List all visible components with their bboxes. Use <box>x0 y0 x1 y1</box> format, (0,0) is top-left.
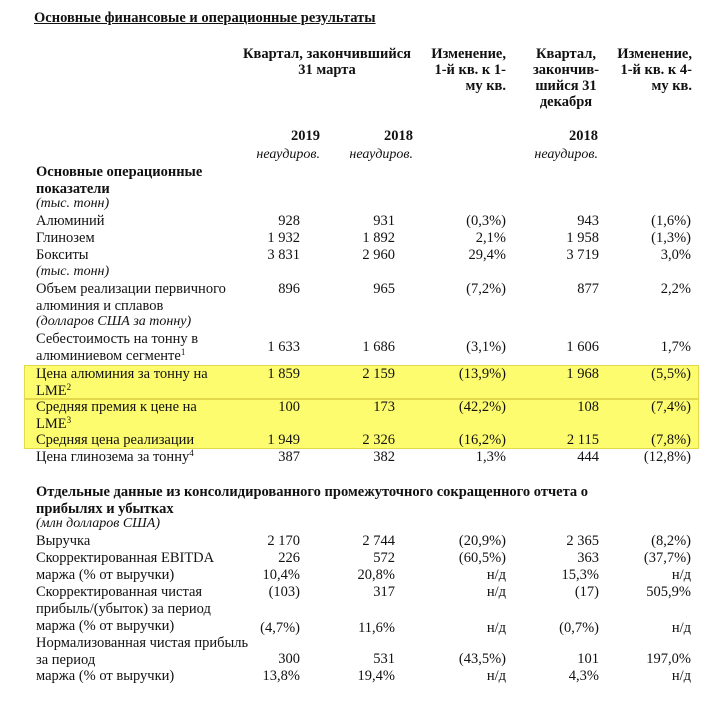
cell-value: 2 159 <box>362 366 395 382</box>
cell-value: 300 <box>278 651 300 667</box>
cell-value: н/д <box>671 567 691 583</box>
cell-value: 108 <box>577 399 599 415</box>
cell-value: (20,9%) <box>458 533 506 549</box>
row-label <box>36 213 261 230</box>
row-label-text: Скорректированная EBITDA <box>36 550 215 566</box>
row-label <box>36 247 261 264</box>
row-label-text: Средняя цена реализации <box>36 432 195 448</box>
cell-value: 1 968 <box>566 366 599 382</box>
cell-value: 1 949 <box>267 432 300 448</box>
cell-value: 505,9% <box>646 584 691 600</box>
row-label <box>36 618 261 635</box>
cell-value: н/д <box>486 668 506 684</box>
cell-value: (3,1%) <box>466 339 506 355</box>
year-2018-march: 2018 <box>384 128 413 144</box>
cell-value: 2,2% <box>660 281 691 297</box>
row-label-text: Алюминий <box>36 213 105 229</box>
cell-value: 1 606 <box>566 339 599 355</box>
cell-value: (13,9%) <box>458 366 506 382</box>
cell-value: 4,3% <box>568 668 599 684</box>
cell-value: 3 831 <box>267 247 300 263</box>
cell-value: (5,5%) <box>651 366 691 382</box>
cell-value: 101 <box>577 651 599 667</box>
cell-value: 896 <box>278 281 300 297</box>
row-label-text: Бокситы <box>36 247 89 263</box>
footnote-marker: 1 <box>180 346 186 357</box>
cell-value: 1,3% <box>475 449 506 465</box>
cell-value: (60,5%) <box>458 550 506 566</box>
cell-value: 531 <box>373 651 395 667</box>
row-label-text: Объем реализации первичного алюминия и сплавов <box>36 281 226 314</box>
unit-label: (тыс. тонн) <box>36 196 110 211</box>
cell-value: 1 686 <box>362 339 395 355</box>
unit-label: (долларов США за тонну) <box>36 314 192 329</box>
cell-value: (4,7%) <box>260 620 300 636</box>
cell-value: (1,6%) <box>651 213 691 229</box>
cell-value: 3 719 <box>566 247 599 263</box>
unaudited-label: неаудиров. <box>534 147 598 162</box>
footnote-marker: 2 <box>66 381 72 392</box>
cell-value: 19,4% <box>357 668 395 684</box>
cell-value: н/д <box>671 668 691 684</box>
cell-value: (12,8%) <box>643 449 691 465</box>
cell-value: 1 932 <box>267 230 300 246</box>
cell-value: (42,2%) <box>458 399 506 415</box>
cell-value: 931 <box>373 213 395 229</box>
cell-value: н/д <box>486 584 506 600</box>
cell-value: 11,6% <box>358 620 395 636</box>
row-label <box>36 366 221 399</box>
cell-value: 928 <box>278 213 300 229</box>
cell-value: (37,7%) <box>643 550 691 566</box>
cell-value: (8,2%) <box>651 533 691 549</box>
row-label-text: Цена алюминия за тонну на LME <box>36 366 208 399</box>
row-label <box>36 584 261 617</box>
unaudited-label: неаудиров. <box>256 147 320 162</box>
cell-value: (7,2%) <box>466 281 506 297</box>
row-label-text: Цена глинозема за тонну <box>36 449 190 465</box>
unit-label: (тыс. тонн) <box>36 264 110 279</box>
cell-value: 1 892 <box>362 230 395 246</box>
cell-value: 2 365 <box>566 533 599 549</box>
cell-value: 572 <box>373 550 395 566</box>
row-label-text: Скорректированная чистая прибыль/(убыток) за период <box>36 584 211 617</box>
cell-value: 1 859 <box>267 366 300 382</box>
cell-value: 2 115 <box>566 432 599 448</box>
cell-value: 2,1% <box>475 230 506 246</box>
cell-value: 363 <box>577 550 599 566</box>
row-label-text: Себестоимость на тонну в алюминиевом сегменте <box>36 331 199 364</box>
page-title: Основные финансовые и операционные результаты <box>34 10 376 26</box>
cell-value: 965 <box>373 281 395 297</box>
cell-value: 387 <box>278 449 300 465</box>
cell-value: 1,7% <box>660 339 691 355</box>
cell-value: 100 <box>278 399 300 415</box>
row-label-text: Нормализованная чистая прибыль за период <box>36 635 249 668</box>
cell-value: 444 <box>577 449 599 465</box>
cell-value: 2 326 <box>362 432 395 448</box>
cell-value: 2 170 <box>267 533 300 549</box>
cell-value: (43,5%) <box>458 651 506 667</box>
cell-value: 317 <box>373 584 395 600</box>
cell-value: 197,0% <box>646 651 691 667</box>
cell-value: 877 <box>577 281 599 297</box>
cell-value: 2 744 <box>362 533 395 549</box>
cell-value: (17) <box>574 584 599 600</box>
row-label <box>36 449 261 466</box>
cell-value: (0,3%) <box>466 213 506 229</box>
header-quarter-dec: Квартал, закончив-шийся 31 декабря <box>532 46 600 110</box>
financial-section-title: Отдельные данные из консолидированного промежуточного сокращенного отчета о прибылях и убытках <box>36 484 588 517</box>
footnote-marker: 4 <box>189 448 194 458</box>
cell-value: 3,0% <box>660 247 691 263</box>
header-quarter-march: Квартал, закончившийся 31 марта <box>243 46 411 78</box>
cell-value: (1,3%) <box>651 230 691 246</box>
cell-value: (16,2%) <box>458 432 506 448</box>
row-label <box>36 331 261 364</box>
footnote-marker: 3 <box>66 414 72 425</box>
unit-label: (млн долларов США) <box>36 516 160 531</box>
row-label-text: маржа (% от выручки) <box>36 618 175 634</box>
row-label <box>36 550 261 567</box>
cell-value: н/д <box>486 567 506 583</box>
row-label-text: Средняя премия к цене на LME <box>36 399 197 432</box>
cell-value: 13,8% <box>262 668 300 684</box>
cell-value: (0,7%) <box>559 620 599 636</box>
cell-value: 10,4% <box>262 567 300 583</box>
cell-value: (103) <box>268 584 300 600</box>
cell-value: 226 <box>278 550 300 566</box>
row-label-text: маржа (% от выручки) <box>36 668 175 684</box>
year-2019: 2019 <box>291 128 320 144</box>
row-label <box>36 668 261 685</box>
cell-value: 20,8% <box>357 567 395 583</box>
cell-value: 943 <box>577 213 599 229</box>
unaudited-label: неаудиров. <box>349 147 413 162</box>
row-label <box>36 635 261 668</box>
operational-section-title: Основные операционные показатели <box>36 164 203 197</box>
row-label-text: Выручка <box>36 533 91 549</box>
row-label <box>36 230 261 247</box>
row-label <box>36 432 261 449</box>
row-label-text: Глинозем <box>36 230 95 246</box>
cell-value: 173 <box>373 399 395 415</box>
header-change-q4: Изменение, 1-й кв. к 4-му кв. <box>617 46 692 94</box>
cell-value: 29,4% <box>468 247 506 263</box>
cell-value: 1 633 <box>267 339 300 355</box>
row-label <box>36 399 206 432</box>
cell-value: н/д <box>486 620 506 636</box>
row-label <box>36 567 261 584</box>
cell-value: (7,8%) <box>651 432 691 448</box>
cell-value: 15,3% <box>561 567 599 583</box>
cell-value: (7,4%) <box>651 399 691 415</box>
cell-value: 382 <box>373 449 395 465</box>
cell-value: н/д <box>671 620 691 636</box>
cell-value: 2 960 <box>362 247 395 263</box>
row-label <box>36 281 261 314</box>
year-2018-dec: 2018 <box>569 128 598 144</box>
cell-value: 1 958 <box>566 230 599 246</box>
row-label <box>36 533 261 550</box>
row-label-text: маржа (% от выручки) <box>36 567 175 583</box>
header-change-q1: Изменение, 1-й кв. к 1-му кв. <box>431 46 506 94</box>
